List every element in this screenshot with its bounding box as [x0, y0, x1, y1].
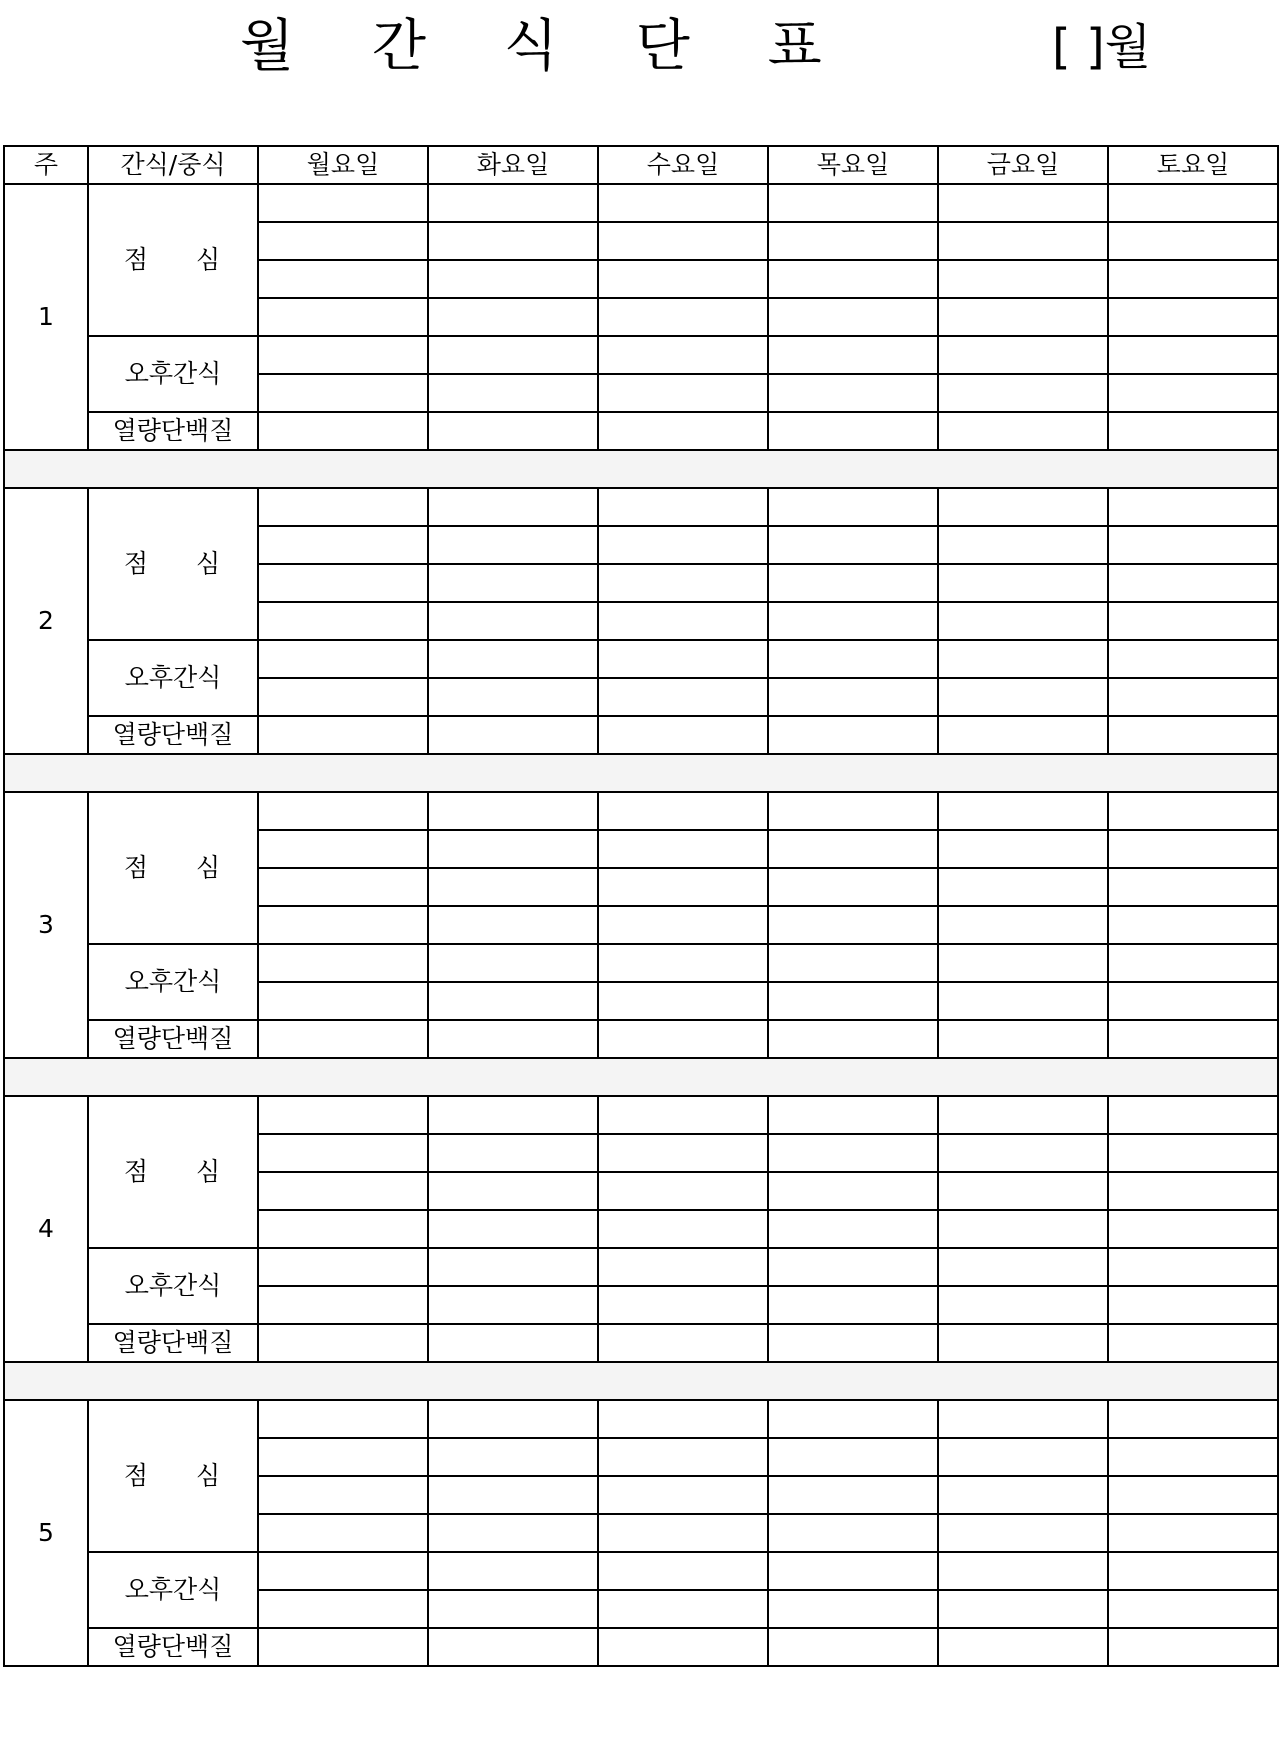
- header-category: 간식/중식: [88, 146, 258, 184]
- menu-cell[interactable]: [428, 944, 598, 982]
- menu-cell[interactable]: [598, 526, 768, 564]
- menu-cell[interactable]: [258, 1476, 428, 1514]
- menu-cell[interactable]: [768, 1172, 938, 1210]
- menu-cell[interactable]: [258, 906, 428, 944]
- nutrition-label: 열량단백질: [88, 1020, 258, 1058]
- menu-cell[interactable]: [428, 336, 598, 374]
- menu-cell[interactable]: [1108, 1210, 1278, 1248]
- header-day-tue: 화요일: [428, 146, 598, 184]
- menu-cell[interactable]: [598, 184, 768, 222]
- menu-cell[interactable]: [768, 1438, 938, 1476]
- menu-cell[interactable]: [258, 792, 428, 830]
- week-number: 5: [4, 1400, 88, 1666]
- menu-cell[interactable]: [428, 526, 598, 564]
- menu-cell[interactable]: [428, 1172, 598, 1210]
- menu-cell[interactable]: [428, 1400, 598, 1438]
- snack-label: 오후간식: [88, 640, 258, 716]
- menu-cell[interactable]: [1108, 1172, 1278, 1210]
- header-row: [4, 146, 1278, 184]
- menu-cell[interactable]: [938, 1172, 1108, 1210]
- nutrition-label: 열량단백질: [88, 412, 258, 450]
- menu-cell[interactable]: [768, 640, 938, 678]
- week-number: 3: [4, 792, 88, 1058]
- menu-cell[interactable]: [598, 1172, 768, 1210]
- menu-cell[interactable]: [938, 488, 1108, 526]
- menu-cell[interactable]: [768, 1590, 938, 1628]
- menu-cell[interactable]: [938, 1096, 1108, 1134]
- menu-cell[interactable]: [428, 868, 598, 906]
- table-row: [4, 412, 1278, 450]
- menu-cell[interactable]: [768, 716, 938, 754]
- menu-cell[interactable]: [1108, 1552, 1278, 1590]
- menu-cell[interactable]: [598, 1134, 768, 1172]
- menu-cell[interactable]: [938, 1210, 1108, 1248]
- menu-cell[interactable]: [938, 1400, 1108, 1438]
- menu-cell[interactable]: [1108, 1514, 1278, 1552]
- menu-cell[interactable]: [598, 298, 768, 336]
- menu-cell[interactable]: [938, 260, 1108, 298]
- menu-cell[interactable]: [258, 1248, 428, 1286]
- menu-cell[interactable]: [768, 222, 938, 260]
- menu-cell[interactable]: [258, 298, 428, 336]
- lunch-label-char: 심: [196, 853, 223, 882]
- menu-cell[interactable]: [258, 1020, 428, 1058]
- menu-cell[interactable]: [938, 526, 1108, 564]
- menu-cell[interactable]: [428, 716, 598, 754]
- menu-cell[interactable]: [258, 526, 428, 564]
- menu-cell[interactable]: [1108, 1476, 1278, 1514]
- menu-cell[interactable]: [768, 1210, 938, 1248]
- menu-cell[interactable]: [598, 374, 768, 412]
- menu-cell[interactable]: [598, 1590, 768, 1628]
- menu-cell[interactable]: [428, 412, 598, 450]
- menu-cell[interactable]: [428, 906, 598, 944]
- menu-cell[interactable]: [258, 1590, 428, 1628]
- menu-cell[interactable]: [598, 982, 768, 1020]
- week-separator-cell: [4, 1362, 1278, 1400]
- menu-cell[interactable]: [938, 1286, 1108, 1324]
- week-separator: [4, 1058, 1278, 1096]
- menu-cell[interactable]: [428, 792, 598, 830]
- menu-cell[interactable]: [1108, 1438, 1278, 1476]
- menu-cell[interactable]: [598, 1020, 768, 1058]
- menu-cell[interactable]: [428, 1552, 598, 1590]
- meal-plan-table: [3, 145, 1279, 1667]
- lunch-label-char: 점: [123, 549, 150, 578]
- menu-cell[interactable]: [428, 982, 598, 1020]
- menu-cell[interactable]: [768, 1324, 938, 1362]
- menu-cell[interactable]: [938, 1134, 1108, 1172]
- menu-cell[interactable]: [768, 564, 938, 602]
- menu-cell[interactable]: [1108, 830, 1278, 868]
- menu-cell[interactable]: [428, 1324, 598, 1362]
- nutrition-label: 열량단백질: [88, 1324, 258, 1362]
- menu-cell[interactable]: [768, 526, 938, 564]
- menu-cell[interactable]: [258, 1172, 428, 1210]
- menu-cell[interactable]: [598, 716, 768, 754]
- week-separator-cell: [4, 450, 1278, 488]
- menu-cell[interactable]: [938, 1020, 1108, 1058]
- menu-cell[interactable]: [428, 1286, 598, 1324]
- menu-cell[interactable]: [768, 982, 938, 1020]
- menu-cell[interactable]: [1108, 1248, 1278, 1286]
- menu-cell[interactable]: [598, 1514, 768, 1552]
- menu-cell[interactable]: [258, 678, 428, 716]
- menu-cell[interactable]: [598, 1286, 768, 1324]
- table-row: [4, 1096, 1278, 1134]
- table-row: [4, 1628, 1278, 1666]
- table-row: [4, 792, 1278, 830]
- table-row: [4, 640, 1278, 678]
- menu-cell[interactable]: [768, 184, 938, 222]
- lunch-label: [88, 184, 258, 336]
- menu-cell[interactable]: [428, 1248, 598, 1286]
- menu-cell[interactable]: [1108, 526, 1278, 564]
- menu-cell[interactable]: [1108, 1628, 1278, 1666]
- lunch-label-char: 심: [196, 1461, 223, 1490]
- menu-cell[interactable]: [258, 564, 428, 602]
- menu-cell[interactable]: [768, 1096, 938, 1134]
- menu-cell[interactable]: [428, 222, 598, 260]
- snack-label: 오후간식: [88, 944, 258, 1020]
- lunch-label-char: 심: [196, 1157, 223, 1186]
- table-row: [4, 336, 1278, 374]
- menu-cell[interactable]: [1108, 488, 1278, 526]
- menu-cell[interactable]: [938, 602, 1108, 640]
- menu-cell[interactable]: [598, 1210, 768, 1248]
- lunch-label: [88, 792, 258, 944]
- menu-cell[interactable]: [938, 1324, 1108, 1362]
- menu-cell[interactable]: [598, 564, 768, 602]
- menu-cell[interactable]: [428, 1096, 598, 1134]
- header-day-thu: 목요일: [768, 146, 938, 184]
- menu-cell[interactable]: [1108, 564, 1278, 602]
- menu-cell[interactable]: [938, 944, 1108, 982]
- menu-cell[interactable]: [768, 336, 938, 374]
- menu-cell[interactable]: [598, 944, 768, 982]
- lunch-label-char: 심: [196, 245, 223, 274]
- menu-cell[interactable]: [938, 222, 1108, 260]
- lunch-label: [88, 1400, 258, 1552]
- menu-cell[interactable]: [768, 906, 938, 944]
- menu-cell[interactable]: [428, 298, 598, 336]
- menu-cell[interactable]: [258, 1286, 428, 1324]
- menu-cell[interactable]: [1108, 640, 1278, 678]
- menu-cell[interactable]: [428, 1134, 598, 1172]
- menu-cell[interactable]: [768, 678, 938, 716]
- menu-cell[interactable]: [598, 1438, 768, 1476]
- nutrition-label: 열량단백질: [88, 1628, 258, 1666]
- menu-cell[interactable]: [428, 678, 598, 716]
- menu-cell[interactable]: [938, 906, 1108, 944]
- menu-cell[interactable]: [258, 184, 428, 222]
- menu-cell[interactable]: [938, 1590, 1108, 1628]
- menu-cell[interactable]: [428, 1590, 598, 1628]
- menu-cell[interactable]: [938, 1628, 1108, 1666]
- menu-cell[interactable]: [1108, 944, 1278, 982]
- menu-cell[interactable]: [938, 374, 1108, 412]
- menu-cell[interactable]: [768, 602, 938, 640]
- menu-cell[interactable]: [258, 1210, 428, 1248]
- menu-cell[interactable]: [938, 184, 1108, 222]
- table-row: [4, 716, 1278, 754]
- menu-cell[interactable]: [598, 1400, 768, 1438]
- menu-cell[interactable]: [768, 868, 938, 906]
- table-row: [4, 1248, 1278, 1286]
- meal-plan-body: [4, 184, 1278, 1666]
- menu-cell[interactable]: [258, 602, 428, 640]
- table-row: [4, 1552, 1278, 1590]
- menu-cell[interactable]: [258, 1400, 428, 1438]
- menu-cell[interactable]: [768, 1248, 938, 1286]
- menu-cell[interactable]: [768, 374, 938, 412]
- menu-cell[interactable]: [1108, 868, 1278, 906]
- menu-cell[interactable]: [428, 602, 598, 640]
- menu-cell[interactable]: [938, 678, 1108, 716]
- menu-cell[interactable]: [598, 1628, 768, 1666]
- lunch-label-char: 점: [123, 853, 150, 882]
- menu-cell[interactable]: [768, 260, 938, 298]
- menu-cell[interactable]: [1108, 792, 1278, 830]
- week-number: 1: [4, 184, 88, 450]
- menu-cell[interactable]: [598, 678, 768, 716]
- menu-cell[interactable]: [428, 640, 598, 678]
- menu-cell[interactable]: [1108, 1286, 1278, 1324]
- menu-cell[interactable]: [598, 336, 768, 374]
- menu-cell[interactable]: [938, 336, 1108, 374]
- menu-cell[interactable]: [768, 1286, 938, 1324]
- menu-cell[interactable]: [258, 1438, 428, 1476]
- week-separator: [4, 1362, 1278, 1400]
- menu-cell[interactable]: [258, 222, 428, 260]
- snack-label: 오후간식: [88, 1248, 258, 1324]
- menu-cell[interactable]: [938, 1514, 1108, 1552]
- menu-cell[interactable]: [1108, 1590, 1278, 1628]
- menu-cell[interactable]: [258, 716, 428, 754]
- menu-cell[interactable]: [598, 1476, 768, 1514]
- week-number: 2: [4, 488, 88, 754]
- menu-cell[interactable]: [768, 298, 938, 336]
- menu-cell[interactable]: [428, 564, 598, 602]
- menu-cell[interactable]: [768, 944, 938, 982]
- menu-cell[interactable]: [598, 906, 768, 944]
- menu-cell[interactable]: [938, 792, 1108, 830]
- menu-cell[interactable]: [258, 830, 428, 868]
- menu-cell[interactable]: [598, 868, 768, 906]
- header-week: 주: [4, 146, 88, 184]
- menu-cell[interactable]: [598, 488, 768, 526]
- menu-cell[interactable]: [258, 982, 428, 1020]
- menu-cell[interactable]: [1108, 1020, 1278, 1058]
- header-day-mon: 월요일: [258, 146, 428, 184]
- week-separator: [4, 450, 1278, 488]
- menu-cell[interactable]: [1108, 184, 1278, 222]
- menu-cell[interactable]: [938, 830, 1108, 868]
- page-title: 월 간 식 단 표: [240, 14, 852, 79]
- menu-cell[interactable]: [258, 944, 428, 982]
- menu-cell[interactable]: [1108, 298, 1278, 336]
- menu-cell[interactable]: [428, 830, 598, 868]
- menu-cell[interactable]: [598, 1324, 768, 1362]
- month-label: [ ]월: [1052, 19, 1152, 75]
- menu-cell[interactable]: [258, 1324, 428, 1362]
- menu-cell[interactable]: [768, 488, 938, 526]
- table-row: [4, 184, 1278, 222]
- menu-cell[interactable]: [258, 1628, 428, 1666]
- menu-cell[interactable]: [1108, 1096, 1278, 1134]
- menu-cell[interactable]: [768, 1400, 938, 1438]
- lunch-label-char: 점: [123, 1157, 150, 1186]
- menu-cell[interactable]: [1108, 1324, 1278, 1362]
- menu-cell[interactable]: [1108, 982, 1278, 1020]
- menu-cell[interactable]: [938, 1248, 1108, 1286]
- menu-cell[interactable]: [428, 260, 598, 298]
- menu-cell[interactable]: [938, 298, 1108, 336]
- menu-cell[interactable]: [1108, 374, 1278, 412]
- week-number: 4: [4, 1096, 88, 1362]
- menu-cell[interactable]: [938, 412, 1108, 450]
- menu-cell[interactable]: [428, 374, 598, 412]
- menu-cell[interactable]: [1108, 412, 1278, 450]
- header-day-sat: 토요일: [1108, 146, 1278, 184]
- menu-cell[interactable]: [768, 1514, 938, 1552]
- menu-cell[interactable]: [938, 1438, 1108, 1476]
- menu-cell[interactable]: [1108, 1134, 1278, 1172]
- menu-cell[interactable]: [258, 260, 428, 298]
- header-day-wed: 수요일: [598, 146, 768, 184]
- menu-cell[interactable]: [938, 1476, 1108, 1514]
- menu-cell[interactable]: [598, 412, 768, 450]
- menu-cell[interactable]: [428, 1020, 598, 1058]
- menu-cell[interactable]: [1108, 222, 1278, 260]
- menu-cell[interactable]: [768, 1134, 938, 1172]
- menu-cell[interactable]: [258, 336, 428, 374]
- snack-label: 오후간식: [88, 1552, 258, 1628]
- menu-cell[interactable]: [598, 1552, 768, 1590]
- menu-cell[interactable]: [938, 564, 1108, 602]
- menu-cell[interactable]: [258, 412, 428, 450]
- menu-cell[interactable]: [1108, 678, 1278, 716]
- menu-cell[interactable]: [938, 868, 1108, 906]
- lunch-label-char: 점: [123, 1461, 150, 1490]
- table-row: [4, 944, 1278, 982]
- menu-cell[interactable]: [258, 640, 428, 678]
- table-row: [4, 1324, 1278, 1362]
- menu-cell[interactable]: [258, 374, 428, 412]
- menu-cell[interactable]: [598, 640, 768, 678]
- menu-cell[interactable]: [1108, 336, 1278, 374]
- lunch-label-char: 심: [196, 549, 223, 578]
- menu-cell[interactable]: [768, 792, 938, 830]
- week-separator: [4, 754, 1278, 792]
- table-row: [4, 1020, 1278, 1058]
- table-row: [4, 1400, 1278, 1438]
- menu-cell[interactable]: [428, 1476, 598, 1514]
- menu-cell[interactable]: [598, 792, 768, 830]
- menu-cell[interactable]: [428, 1210, 598, 1248]
- menu-cell[interactable]: [1108, 1400, 1278, 1438]
- menu-cell[interactable]: [938, 640, 1108, 678]
- menu-cell[interactable]: [258, 868, 428, 906]
- menu-cell[interactable]: [598, 830, 768, 868]
- menu-cell[interactable]: [768, 1552, 938, 1590]
- snack-label: 오후간식: [88, 336, 258, 412]
- menu-cell[interactable]: [938, 982, 1108, 1020]
- menu-cell[interactable]: [938, 716, 1108, 754]
- menu-cell[interactable]: [258, 1514, 428, 1552]
- menu-cell[interactable]: [598, 260, 768, 298]
- lunch-label: [88, 1096, 258, 1248]
- menu-cell[interactable]: [258, 1552, 428, 1590]
- menu-cell[interactable]: [1108, 260, 1278, 298]
- menu-cell[interactable]: [428, 1438, 598, 1476]
- menu-cell[interactable]: [768, 830, 938, 868]
- menu-cell[interactable]: [428, 488, 598, 526]
- table-row: [4, 488, 1278, 526]
- menu-cell[interactable]: [258, 1096, 428, 1134]
- lunch-label: [88, 488, 258, 640]
- menu-cell[interactable]: [598, 222, 768, 260]
- menu-cell[interactable]: [598, 1248, 768, 1286]
- menu-cell[interactable]: [598, 602, 768, 640]
- lunch-label-char: 점: [123, 245, 150, 274]
- week-separator-cell: [4, 1058, 1278, 1096]
- menu-cell[interactable]: [258, 1134, 428, 1172]
- menu-cell[interactable]: [768, 1628, 938, 1666]
- menu-cell[interactable]: [1108, 906, 1278, 944]
- menu-cell[interactable]: [258, 488, 428, 526]
- menu-cell[interactable]: [1108, 602, 1278, 640]
- week-separator-cell: [4, 754, 1278, 792]
- nutrition-label: 열량단백질: [88, 716, 258, 754]
- menu-cell[interactable]: [428, 1628, 598, 1666]
- menu-cell[interactable]: [428, 184, 598, 222]
- header-day-fri: 금요일: [938, 146, 1108, 184]
- menu-cell[interactable]: [768, 412, 938, 450]
- menu-cell[interactable]: [768, 1476, 938, 1514]
- menu-cell[interactable]: [598, 1096, 768, 1134]
- menu-cell[interactable]: [768, 1020, 938, 1058]
- menu-cell[interactable]: [1108, 716, 1278, 754]
- menu-cell[interactable]: [938, 1552, 1108, 1590]
- menu-cell[interactable]: [428, 1514, 598, 1552]
